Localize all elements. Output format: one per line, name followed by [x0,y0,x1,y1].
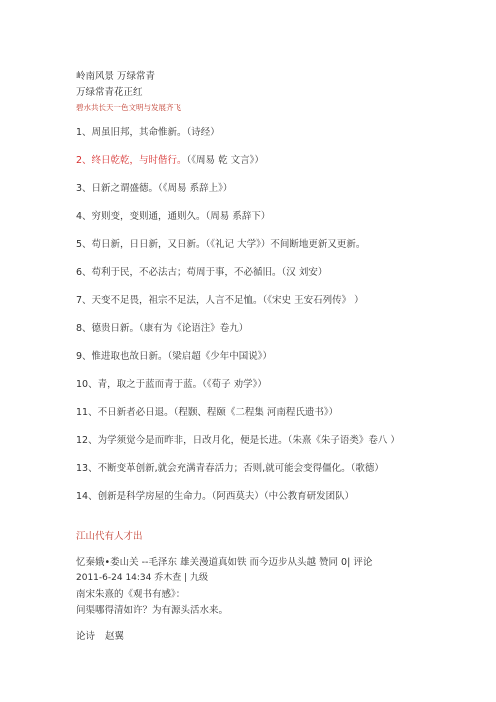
quote-item: 11、不日新者必日退。（程颢、程颐《二程集 河南程氏遗书》） [76,407,339,418]
poem-author: 赵翼 [105,631,125,642]
quote-item: 4、穷则变，变则通，通则久。（周易 系辞下） [76,211,271,222]
quote-item: 7、天变不足畏，祖宗不足法，人言不足恤。（《宋史 王安石列传》 ） [76,295,364,306]
quote-item: 5、苟日新，日日新，又日新。（《礼记 大学》）不间断地更新又更新。 [76,239,366,250]
text-line: 南宋朱熹的《观书有感》： [76,589,186,600]
quote-item: 3、日新之谓盛德。（《周易 系辞上》） [76,183,233,194]
quote-item: 13、不断变革创新,就会充满青春活力；否则,就可能会变得僵化。（歌德） [76,463,384,474]
post-meta: 2011-6-24 14:34 乔木查 | 九级 [76,573,208,583]
quote-item: 14、创新是科学房屋的生命力。（阿西莫夫）（中公教育研发团队） [76,491,355,502]
quote-item: 10、青，取之于蓝而青于蓝。（《荀子 劝学》） [76,379,267,390]
quote-highlight: 2、终日乾乾，与时偕行。 [76,155,187,166]
poem-title: 论诗 [76,631,96,642]
quote-item: 12、为学须觉今是而昨非，日改月化，便是长进。（朱熹《朱子语类》卷八 ） [76,435,400,446]
section-title: 江山代有人才出 [76,531,143,542]
poem-heading [76,632,124,642]
quote-item: 1、周虽旧邦，其命惟新。（诗经） [76,127,220,138]
text-line: 问渠哪得清如许？为有源头活水来。 [76,605,229,616]
header-line-2: 万绿常青花正红 [76,87,143,98]
header-tagline: 碧水共长天一色文明与发展齐飞 [76,103,181,112]
quote-item: 9、惟进取也故日新。（梁启超《少年中国说》） [76,351,273,362]
header-line-1: 岭南风景 万绿常青 [76,71,156,82]
post-line: 忆秦娥•娄山关 --毛泽东 雄关漫道真如铁 而今迈步从头越 赞同 0| 评论 [76,557,373,568]
quote-item [76,156,264,166]
quote-item: 6、苟利于民，不必法古；苟周于事，不必循旧。（汉 刘安） [76,267,328,278]
quote-source: （《周易 乾 文言》） [186,155,264,166]
quote-item: 8、德贵日新。（康有为《论语注》卷九） [76,323,249,334]
